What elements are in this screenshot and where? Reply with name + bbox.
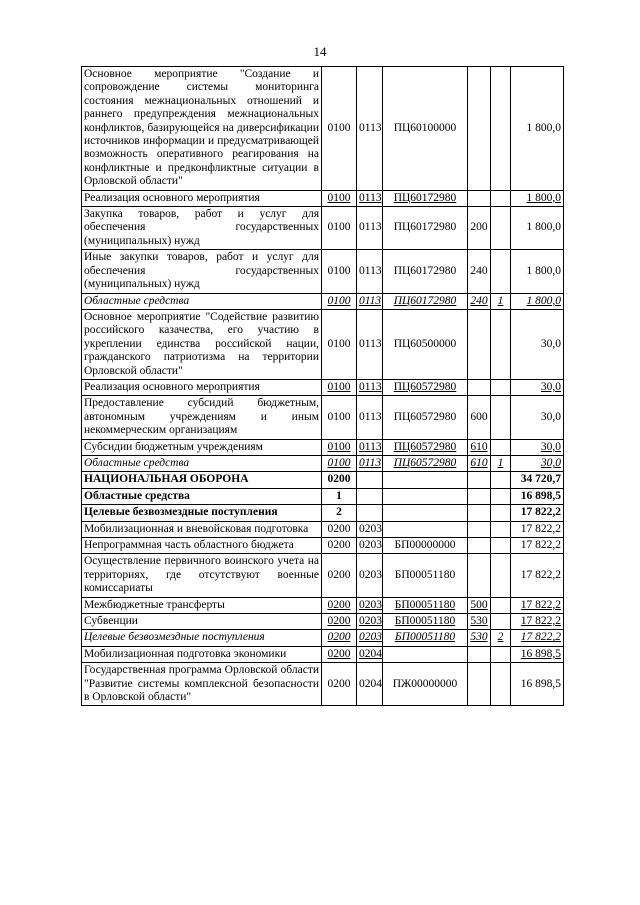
section-code: 0200: [322, 614, 357, 630]
row-name: Осуществление первичного воинского учета на территориях, где отсутствуют военные комиссариаты: [82, 554, 322, 597]
target-article-code: БП00051180: [383, 597, 468, 613]
table-row: [82, 630, 564, 646]
row-name: Субвенции: [82, 614, 322, 630]
subsection-code: 0113: [357, 379, 383, 395]
row-name: Субсидии бюджетным учреждениям: [82, 439, 322, 455]
subsection-code: 0204: [357, 663, 383, 706]
expense-type-code: [468, 472, 491, 488]
table-row: [82, 455, 564, 471]
funding-source-code: [491, 597, 511, 613]
section-code: 1: [322, 488, 357, 504]
row-name: Государственная программа Орловской области "Развитие системы комплексной безопасности в Орловской области": [82, 663, 322, 706]
target-article-code: [383, 488, 468, 504]
table-row: [82, 538, 564, 554]
row-name: Непрограммная часть областного бюджета: [82, 538, 322, 554]
subsection-code: 0113: [357, 207, 383, 250]
section-code: 0100: [322, 67, 357, 191]
amount: 17 822,2: [511, 505, 564, 521]
expense-type-code: [468, 379, 491, 395]
target-article-code: БП00051180: [383, 614, 468, 630]
subsection-code: 0203: [357, 538, 383, 554]
table-row: [82, 396, 564, 439]
expense-type-code: [468, 554, 491, 597]
target-article-code: ПЦ60172980: [383, 207, 468, 250]
subsection-code: [357, 488, 383, 504]
section-code: 0200: [322, 663, 357, 706]
subsection-code: 0113: [357, 309, 383, 379]
section-code: 0200: [322, 538, 357, 554]
target-article-code: ПЦ60500000: [383, 309, 468, 379]
funding-source-code: [491, 472, 511, 488]
section-code: 2: [322, 505, 357, 521]
funding-source-code: [491, 67, 511, 191]
row-name: Реализация основного мероприятия: [82, 379, 322, 395]
row-name: НАЦИОНАЛЬНАЯ ОБОРОНА: [82, 472, 322, 488]
expense-type-code: 600: [468, 396, 491, 439]
target-article-code: [383, 521, 468, 537]
subsection-code: [357, 472, 383, 488]
expense-type-code: 240: [468, 293, 491, 309]
row-name: Предоставление субсидий бюджетным, автономным учреждениям и иным некоммерческим организациям: [82, 396, 322, 439]
expense-type-code: [468, 663, 491, 706]
row-name: Основное мероприятие "Содействие развитию российского казачества, его участию в укреплении единства российской нации, гражданского патриотизма на территории Орловской области": [82, 309, 322, 379]
table-row: [82, 505, 564, 521]
section-code: 0200: [322, 630, 357, 646]
amount: 1 800,0: [511, 293, 564, 309]
amount: 17 822,2: [511, 554, 564, 597]
section-code: 0200: [322, 646, 357, 662]
subsection-code: 0113: [357, 250, 383, 293]
amount: 30,0: [511, 396, 564, 439]
expense-type-code: 200: [468, 207, 491, 250]
section-code: 0200: [322, 597, 357, 613]
row-name: Областные средства: [82, 293, 322, 309]
amount: 1 800,0: [511, 250, 564, 293]
funding-source-code: 2: [491, 630, 511, 646]
funding-source-code: [491, 505, 511, 521]
row-name: Межбюджетные трансферты: [82, 597, 322, 613]
table-row: [82, 488, 564, 504]
row-name: Иные закупки товаров, работ и услуг для обеспечения государственных (муниципальных) нужд: [82, 250, 322, 293]
funding-source-code: [491, 379, 511, 395]
table-row: [82, 646, 564, 662]
amount: 1 800,0: [511, 190, 564, 206]
table-row: [82, 309, 564, 379]
subsection-code: 0113: [357, 439, 383, 455]
section-code: 0100: [322, 250, 357, 293]
row-name: Закупка товаров, работ и услуг для обеспечения государственных (муниципальных) нужд: [82, 207, 322, 250]
section-code: 0100: [322, 379, 357, 395]
table-row: [82, 207, 564, 250]
table-row: [82, 379, 564, 395]
expense-type-code: [468, 646, 491, 662]
expense-type-code: 530: [468, 630, 491, 646]
target-article-code: [383, 646, 468, 662]
subsection-code: [357, 505, 383, 521]
amount: 17 822,2: [511, 597, 564, 613]
budget-table-body: [82, 67, 564, 706]
table-row: [82, 554, 564, 597]
table-row: [82, 190, 564, 206]
section-code: 0100: [322, 396, 357, 439]
target-article-code: ПЦ60172980: [383, 250, 468, 293]
section-code: 0200: [322, 472, 357, 488]
subsection-code: 0113: [357, 293, 383, 309]
expense-type-code: [468, 521, 491, 537]
target-article-code: ПЦ60100000: [383, 67, 468, 191]
subsection-code: 0113: [357, 396, 383, 439]
amount: 34 720,7: [511, 472, 564, 488]
section-code: 0100: [322, 439, 357, 455]
row-name: Целевые безвозмездные поступления: [82, 505, 322, 521]
amount: 30,0: [511, 455, 564, 471]
target-article-code: ПЦ60572980: [383, 379, 468, 395]
subsection-code: 0204: [357, 646, 383, 662]
amount: 17 822,2: [511, 630, 564, 646]
funding-source-code: [491, 521, 511, 537]
section-code: 0100: [322, 455, 357, 471]
subsection-code: 0203: [357, 630, 383, 646]
expense-type-code: [468, 309, 491, 379]
section-code: 0100: [322, 207, 357, 250]
expense-type-code: [468, 190, 491, 206]
funding-source-code: [491, 439, 511, 455]
funding-source-code: [491, 488, 511, 504]
target-article-code: БП00000000: [383, 538, 468, 554]
target-article-code: ПЦ60172980: [383, 293, 468, 309]
target-article-code: [383, 472, 468, 488]
target-article-code: ПЦ60572980: [383, 396, 468, 439]
expense-type-code: [468, 505, 491, 521]
funding-source-code: [491, 309, 511, 379]
budget-table: [81, 66, 564, 706]
row-name: Целевые безвозмездные поступления: [82, 630, 322, 646]
subsection-code: 0113: [357, 455, 383, 471]
subsection-code: 0203: [357, 597, 383, 613]
expense-type-code: [468, 67, 491, 191]
table-row: [82, 472, 564, 488]
amount: 16 898,5: [511, 646, 564, 662]
amount: 1 800,0: [511, 207, 564, 250]
amount: 30,0: [511, 309, 564, 379]
funding-source-code: 1: [491, 455, 511, 471]
page-number: 14: [313, 44, 327, 59]
row-name: Основное мероприятие "Создание и сопровождение системы мониторинга состояния межнациональных отношений и раннего предупреждения межнациональных конфликтов, базирующейся на диверсификации источников информации и предусматривающей возможность оперативного реагирования на конфликтные и предконфликтные ситуации в Орловской области": [82, 67, 322, 191]
row-name: Областные средства: [82, 488, 322, 504]
table-row: [82, 439, 564, 455]
funding-source-code: [491, 396, 511, 439]
amount: 16 898,5: [511, 488, 564, 504]
row-name: Областные средства: [82, 455, 322, 471]
amount: 17 822,2: [511, 614, 564, 630]
table-row: [82, 293, 564, 309]
table-row: [82, 521, 564, 537]
funding-source-code: [491, 554, 511, 597]
target-article-code: ПЖ00000000: [383, 663, 468, 706]
amount: 16 898,5: [511, 663, 564, 706]
row-name: Мобилизационная подготовка экономики: [82, 646, 322, 662]
target-article-code: ПЦ60572980: [383, 455, 468, 471]
table-row: [82, 250, 564, 293]
table-row: [82, 614, 564, 630]
funding-source-code: [491, 646, 511, 662]
section-code: 0100: [322, 293, 357, 309]
amount: 1 800,0: [511, 67, 564, 191]
subsection-code: 0203: [357, 521, 383, 537]
target-article-code: [383, 505, 468, 521]
subsection-code: 0113: [357, 190, 383, 206]
expense-type-code: 530: [468, 614, 491, 630]
amount: 17 822,2: [511, 538, 564, 554]
section-code: 0200: [322, 521, 357, 537]
amount: 30,0: [511, 439, 564, 455]
subsection-code: 0113: [357, 67, 383, 191]
section-code: 0100: [322, 190, 357, 206]
expense-type-code: [468, 488, 491, 504]
funding-source-code: [491, 538, 511, 554]
section-code: 0200: [322, 554, 357, 597]
expense-type-code: 240: [468, 250, 491, 293]
target-article-code: ПЦ60572980: [383, 439, 468, 455]
expense-type-code: 610: [468, 439, 491, 455]
table-row: [82, 663, 564, 706]
funding-source-code: [491, 663, 511, 706]
target-article-code: ПЦ60172980: [383, 190, 468, 206]
amount: 30,0: [511, 379, 564, 395]
target-article-code: БП00051180: [383, 630, 468, 646]
funding-source-code: [491, 190, 511, 206]
subsection-code: 0203: [357, 614, 383, 630]
section-code: 0100: [322, 309, 357, 379]
funding-source-code: [491, 614, 511, 630]
funding-source-code: 1: [491, 293, 511, 309]
row-name: Реализация основного мероприятия: [82, 190, 322, 206]
amount: 17 822,2: [511, 521, 564, 537]
row-name: Мобилизационная и вневойсковая подготовка: [82, 521, 322, 537]
expense-type-code: [468, 538, 491, 554]
funding-source-code: [491, 207, 511, 250]
table-row: [82, 67, 564, 191]
expense-type-code: 500: [468, 597, 491, 613]
table-row: [82, 597, 564, 613]
subsection-code: 0203: [357, 554, 383, 597]
target-article-code: БП00051180: [383, 554, 468, 597]
funding-source-code: [491, 250, 511, 293]
expense-type-code: 610: [468, 455, 491, 471]
